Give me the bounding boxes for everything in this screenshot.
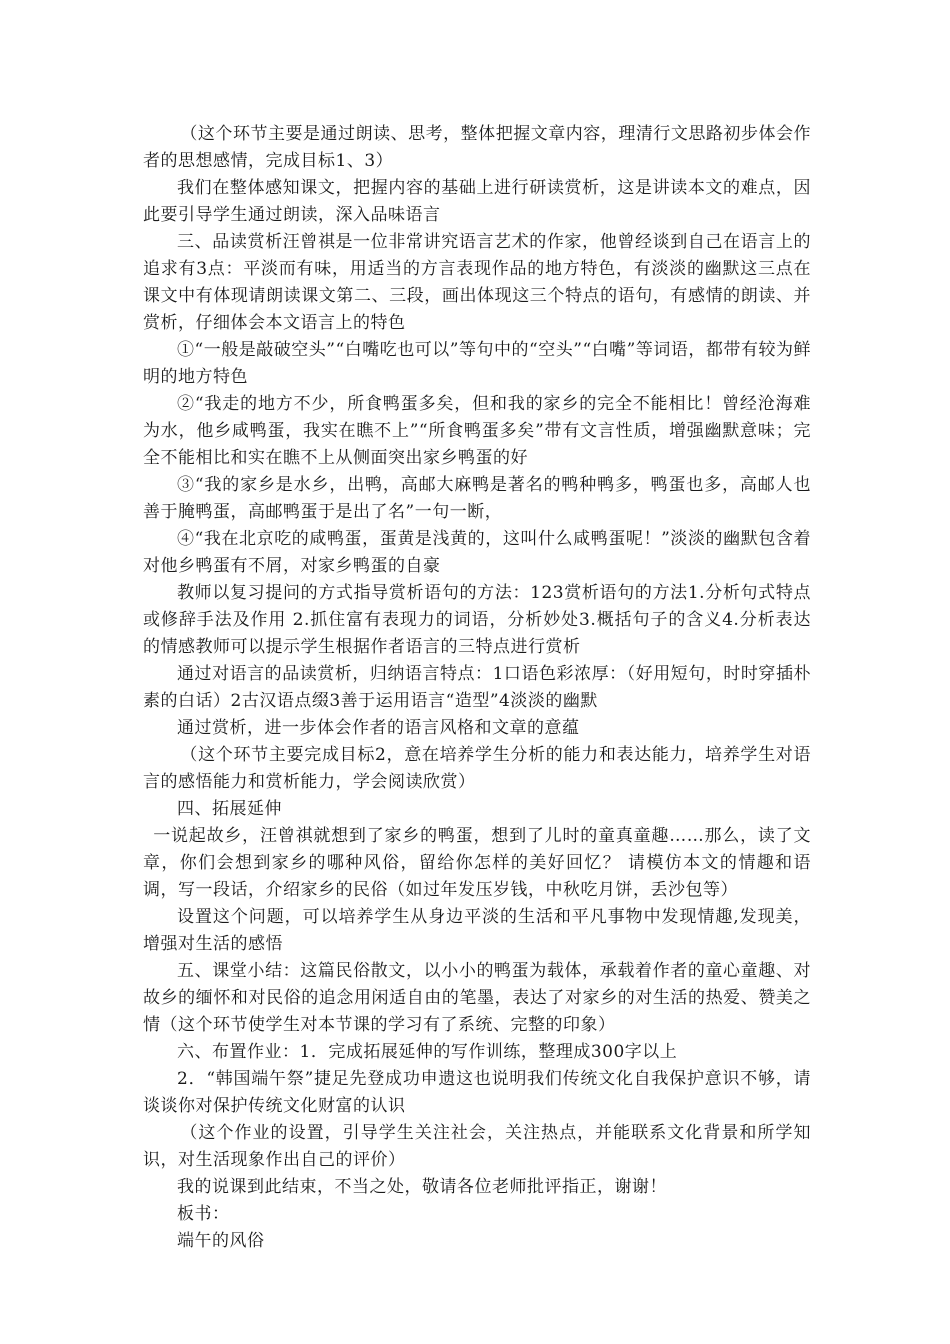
paragraph: （这个环节主要完成目标2，意在培养学生分析的能力和表达能力，培养学生对语言的感悟能力和赏析能力，学会阅读欣赏） [143, 745, 811, 792]
paragraph: 通过对语言的品读赏析，归纳语言特点：1口语色彩浓厚：（好用短句，时时穿插朴素的白话）2古汉语点缀3善于运用语言“造型”4淡淡的幽默 [143, 664, 811, 711]
paragraph: ③“我的家乡是水乡，出鸭，高邮大麻鸭是著名的鸭种鸭多，鸭蛋也多，高邮人也善于腌鸭蛋，高邮鸭蛋于是出了名”一句一断， [143, 475, 811, 522]
paragraph: 一说起故乡，汪曾祺就想到了家乡的鸭蛋，想到了儿时的童真童趣……那么，读了文章，你们会想到家乡的哪种风俗，留给你怎样的美好回忆？ 请模仿本文的情趣和语调，写一段话，介绍家乡的民俗（如过年发压岁钱，中秋吃月饼，丢沙包等） [143, 826, 811, 900]
paragraph: 端午的风俗 [177, 1231, 265, 1251]
paragraph: 通过赏析，进一步体会作者的语言风格和文章的意蕴 [177, 718, 580, 738]
paragraph: ②“我走的地方不少，所食鸭蛋多矣，但和我的家乡的完全不能相比！曾经沧海难为水，他乡咸鸭蛋，我实在瞧不上”“所食鸭蛋多矣”带有文言性质，增强幽默意味；完全不能相比和实在瞧不上从侧面突出家乡鸭蛋的好 [143, 394, 811, 468]
paragraph: 五、课堂小结：这篇民俗散文，以小小的鸭蛋为载体，承载着作者的童心童趣、对故乡的缅怀和对民俗的追念用闲适自由的笔墨，表达了对家乡的对生活的热爱、赞美之情（这个环节使学生对本节课的学习有了系统、完整的印象） [143, 961, 811, 1035]
paragraph: ①“一般是敲破空头”“白嘴吃也可以”等句中的“空头”“白嘴”等词语，都带有较为鲜明的地方特色 [143, 340, 811, 387]
paragraph: 三、品读赏析汪曾祺是一位非常讲究语言艺术的作家，他曾经谈到自己在语言上的追求有3点：平淡而有味，用适当的方言表现作品的地方特色，有淡淡的幽默这三点在课文中有体现请朗读课文第二、三段，画出体现这三个特点的语句，有感情的朗读、并赏析，仔细体会本文语言上的特色 [143, 232, 811, 333]
paragraph: 板书： [177, 1204, 230, 1224]
paragraph: （这个环节主要是通过朗读、思考，整体把握文章内容，理清行文思路初步体会作者的思想感情，完成目标1、3） [143, 124, 811, 171]
paragraph: 设置这个问题，可以培养学生从身边平淡的生活和平凡事物中发现情趣,发现美，增强对生活的感悟 [143, 907, 811, 954]
paragraph: 我们在整体感知课文，把握内容的基础上进行研读赏析，这是讲读本文的难点，因此要引导学生通过朗读，深入品味语言 [143, 178, 811, 225]
paragraph: ④“我在北京吃的咸鸭蛋，蛋黄是浅黄的，这叫什么咸鸭蛋呢！”淡淡的幽默包含着对他乡鸭蛋有不屑，对家乡鸭蛋的自豪 [143, 529, 811, 576]
paragraph: 六、布置作业：1．完成拓展延伸的写作训练，整理成300字以上 [177, 1042, 678, 1062]
document-page [143, 121, 811, 1255]
paragraph: 教师以复习提问的方式指导赏析语句的方法：123赏析语句的方法1.分析句式特点或修辞手法及作用 2.抓住富有表现力的词语，分析妙处3.概括句子的含义4.分析表达的情感教师可以提示学生根据作者语言的三特点进行赏析 [143, 583, 811, 657]
paragraph: 2．“韩国端午祭”捷足先登成功申遗这也说明我们传统文化自我保护意识不够，请谈谈你对保护传统文化财富的认识 [143, 1069, 811, 1116]
section-heading: 四、拓展延伸 [177, 799, 282, 819]
paragraph: 我的说课到此结束，不当之处，敬请各位老师批评指正，谢谢！ [177, 1177, 667, 1197]
paragraph: （这个作业的设置，引导学生关注社会，关注热点，并能联系文化背景和所学知识，对生活现象作出自己的评价） [143, 1123, 811, 1170]
